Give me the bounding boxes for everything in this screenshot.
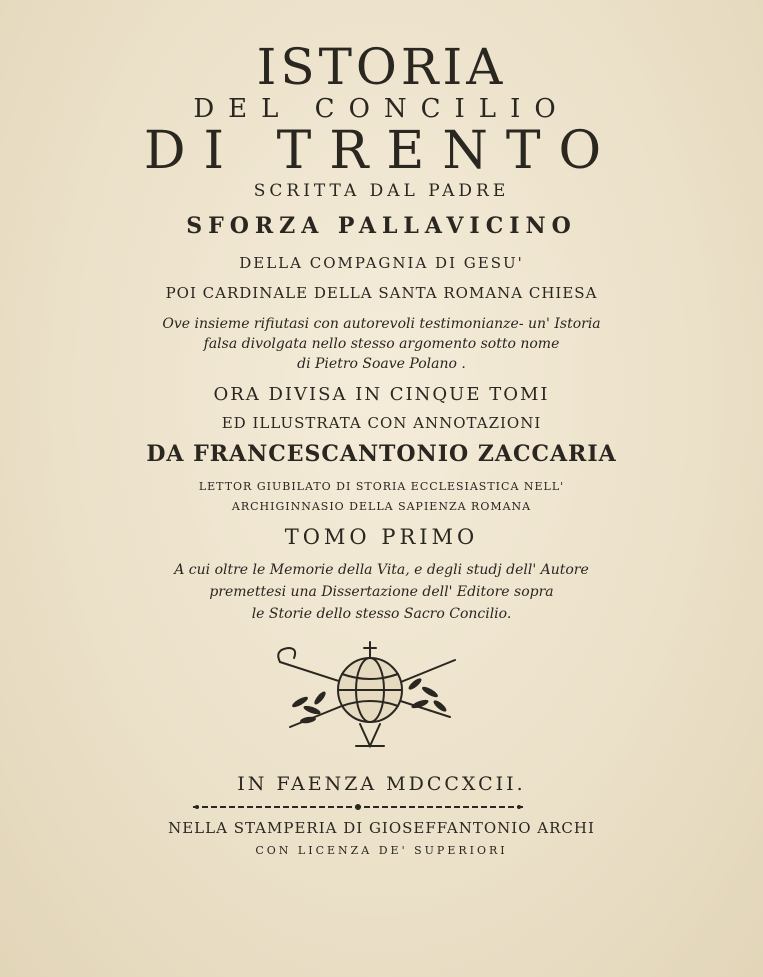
- subtitle-del-concilio: DEL CONCILIO: [193, 94, 570, 124]
- written-by: SCRITTA DAL PADRE: [253, 181, 510, 201]
- printers-ornament-icon: [270, 632, 466, 754]
- editor-title-line-1: LETTOR GIUBILATO DI STORIA ECCLESIASTICA NELL': [198, 480, 565, 493]
- editor-title-line-2: ARCHIGINNASIO DELLA SAPIENZA ROMANA: [231, 500, 532, 513]
- description-line-3: di Pietro Soave Polano .: [297, 356, 466, 372]
- volume-note-line-1: A cui oltre le Memorie della Vita, e degli studj dell' Autore: [174, 562, 589, 578]
- description-line-1: Ove insieme rifiutasi con autorevoli testimonianze- un' Istoria: [162, 316, 601, 332]
- subtitle-di-trento: DI TRENTO: [143, 121, 620, 181]
- author-order: DELLA COMPAGNIA DI GESU': [239, 254, 524, 272]
- book-title: ISTORIA: [256, 38, 507, 96]
- volume-note-line-3: le Storie dello stesso Sacro Concilio.: [251, 606, 512, 622]
- description-line-2: falsa divolgata nello stesso argomento sotto nome: [203, 336, 560, 352]
- author-name: SFORZA PALLAVICINO: [186, 213, 577, 239]
- ornamental-rule: [193, 802, 523, 812]
- printer-name: NELLA STAMPERIA DI GIOSEFFANTONIO ARCHI: [168, 819, 595, 837]
- editor-name: DA FRANCESCANTONIO ZACCARIA: [146, 441, 617, 467]
- division-note: ORA DIVISA IN CINQUE TOMI: [213, 384, 550, 405]
- imprint-place-date: IN FAENZA MDCCXCII.: [237, 773, 526, 795]
- license-note: CON LICENZA DE' SUPERIORI: [255, 844, 508, 857]
- author-role: POI CARDINALE DELLA SANTA ROMANA CHIESA: [165, 284, 598, 302]
- annotations-note: ED ILLUSTRATA CON ANNOTAZIONI: [221, 414, 542, 432]
- volume-label: TOMO PRIMO: [284, 525, 479, 549]
- volume-note-line-2: premettesi una Dissertazione dell' Editore sopra: [209, 584, 554, 600]
